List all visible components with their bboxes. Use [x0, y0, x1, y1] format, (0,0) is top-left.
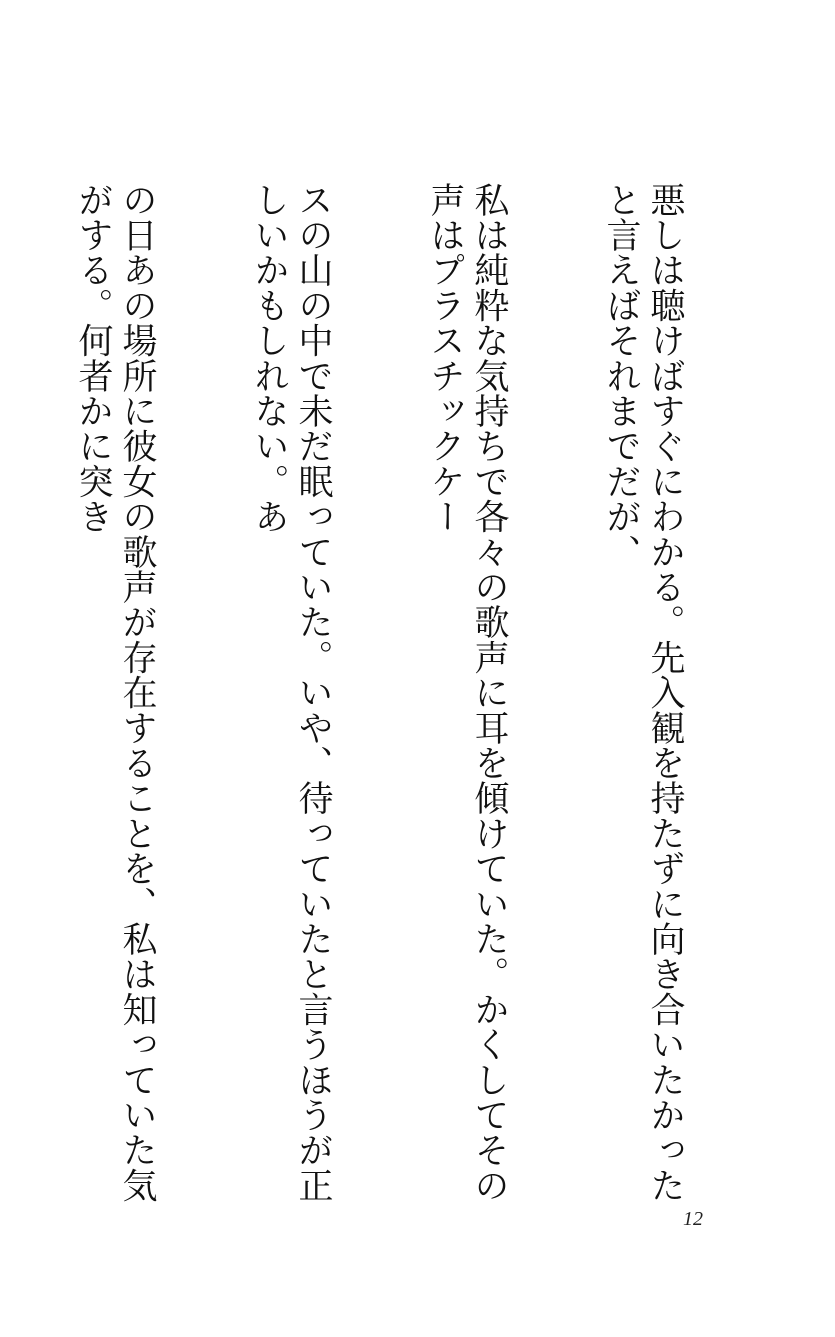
text-line: 私は純粋な気持ちで各々の歌声に耳を傾けていた。かくしてその声はプラスチックケー	[425, 182, 509, 1203]
body-text	[0, 182, 775, 1222]
page-number: 12	[683, 1208, 703, 1230]
text-line: の日あの場所に彼女の歌声が存在することを、私は知っていた気がする。何者かに突き	[73, 182, 157, 1203]
text-line: 悪しは聴けばすぐにわかる。先入観を持たずに向き合いたかったと言えばそれまでだが、	[601, 182, 685, 1203]
text-line: スの山の中で未だ眠っていた。いや、待っていたと言うほうが正しいかもしれない。あ	[249, 182, 333, 1203]
